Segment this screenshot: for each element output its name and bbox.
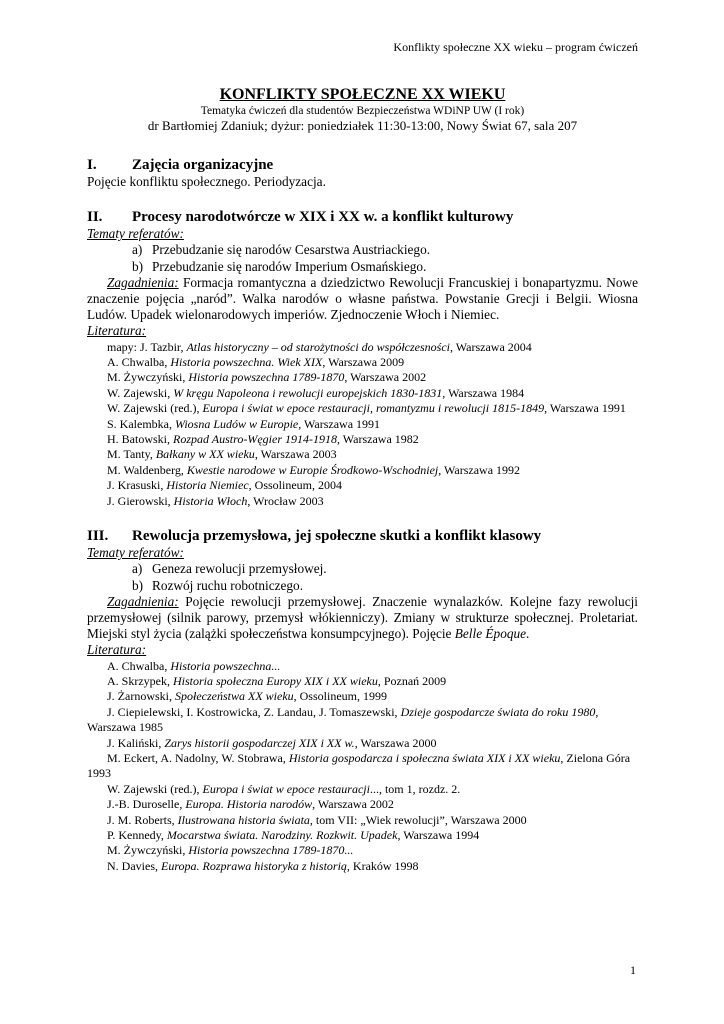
literature-text: N. Davies, <box>107 858 161 873</box>
document-title: KONFLIKTY SPOŁECZNE XX WIEKU <box>219 86 506 103</box>
literature-text: S. Kalembka, <box>107 416 175 431</box>
literature-title: Historia powszechna... <box>170 658 281 673</box>
literature-text: M. Żywczyński, <box>107 370 189 385</box>
section-text: Pojęcie konfliktu społecznego. Periodyzacja. <box>87 174 326 189</box>
literature-entry <box>87 797 638 812</box>
literature-text: M. Żywczyński, <box>107 843 189 858</box>
literature-text: J. Krasuski, <box>107 478 167 493</box>
literature-text: , Warszawa 2000 <box>354 735 437 750</box>
topic-item <box>87 259 638 275</box>
literature-text: , Warszawa 1992 <box>438 462 521 477</box>
literature-text: , Kraków 1998 <box>346 858 419 873</box>
issues-italic: Belle Époque <box>454 626 527 642</box>
literature-text: , Warszawa 1991 <box>298 416 381 431</box>
literature-text: A. Skrzypek, <box>107 673 173 688</box>
literature-label: Literatura: <box>87 323 147 339</box>
literature-title: Historia powszechna. Wiek XIX <box>170 355 323 370</box>
literature-text: , Warszawa 1982 <box>337 432 419 447</box>
literature-title: Bałkany w XX wieku <box>155 447 255 462</box>
literature-text: ..., tom 1, rozdz. 2. <box>369 781 461 796</box>
literature-entry <box>87 689 638 704</box>
section-heading-3 <box>87 527 638 545</box>
literature-text: H. Batowski, <box>107 432 173 447</box>
literature-text: W. Zajewski, <box>107 385 174 400</box>
literature-entry <box>87 751 638 782</box>
literature-text: , Wrocław 2003 <box>247 493 324 508</box>
literature-text: mapy: J. Tazbir, <box>107 339 187 354</box>
literature-text: J. Kaliński, <box>107 735 165 750</box>
issues-paragraph <box>87 594 638 643</box>
literature-title: Historia powszechna 1789-1870... <box>188 843 354 858</box>
literature-entry <box>87 417 638 432</box>
topic-mark: a) <box>132 242 143 258</box>
literature-text: , Warszawa 1994 <box>397 827 480 842</box>
literature-entry <box>87 447 638 462</box>
literature-entry <box>87 859 638 874</box>
literature-text: W. Zajewski (red.), <box>107 401 203 416</box>
page-number: 1 <box>630 963 636 977</box>
literature-text: A. Chwalba, <box>107 355 171 370</box>
literature-title: Dzieje gospodarcze świata do roku 1980 <box>400 704 596 719</box>
literature-entry <box>87 782 638 797</box>
literature-text: , Warszawa 1984 <box>442 385 525 400</box>
literature-text: W. Zajewski (red.), <box>107 781 203 796</box>
literature-title: Rozpad Austro-Węgier 1914-1918 <box>173 432 337 447</box>
literature-entry <box>87 478 638 493</box>
literature-text: , Poznań 2009 <box>377 673 447 688</box>
literature-entry <box>87 432 638 447</box>
literature-title: Kwestie narodowe w Europie Środkowo-Wschodniej <box>186 462 439 477</box>
literature-text: J. M. Roberts, <box>107 812 178 827</box>
topic-mark: b) <box>132 258 144 274</box>
literature-text: , Warszawa 2002 <box>312 797 394 812</box>
literature-entry <box>87 843 638 858</box>
section-heading-2 <box>87 208 638 226</box>
literature-entry <box>87 386 638 401</box>
topics-list <box>87 242 638 274</box>
literature-entry <box>87 674 638 689</box>
literature-title: Historia Włoch <box>173 493 248 508</box>
literature-entry <box>87 736 638 751</box>
document-content <box>87 86 638 874</box>
literature-text: J. Gierowski, <box>107 493 174 508</box>
section-title: Zajęcia organizacyjne <box>132 157 274 173</box>
literature-text: , Ossolineum, 2004 <box>248 478 343 493</box>
literature-entry <box>87 494 638 509</box>
issues-label: Zagadnienia: <box>107 593 179 609</box>
literature-title: Społeczeństwa XX wieku <box>175 689 294 704</box>
topic-mark: b) <box>132 577 144 593</box>
topic-text: Geneza rewolucji przemysłowej. <box>152 561 327 577</box>
section-number: I. <box>87 157 97 173</box>
topics-label: Tematy referatów: <box>87 545 184 561</box>
literature-text: J.-B. Duroselle, <box>107 797 186 812</box>
issues-end: . <box>526 626 530 642</box>
literature-text: , Warszawa 2004 <box>450 339 532 354</box>
topic-item <box>87 578 638 594</box>
topic-mark: a) <box>132 561 143 577</box>
literature-title: Atlas historyczny – od starożytności do współczesności <box>186 339 450 354</box>
literature-list <box>87 340 638 509</box>
instructor-info: dr Bartłomiej Zdaniuk; dyżur: poniedziałek 11:30-13:00, Nowy Świat 67, sala 207 <box>147 118 578 133</box>
literature-text: A. Chwalba, <box>107 658 171 673</box>
topic-item <box>87 242 638 258</box>
literature-text: M. Eckert, A. Nadolny, W. Stobrawa, <box>107 750 289 765</box>
literature-text: , Ossolineum, 1999 <box>293 689 387 704</box>
literature-title: Europa. Rozprawa historyka z historią <box>161 858 347 873</box>
literature-entry <box>87 355 638 370</box>
literature-text: M. Tanty, <box>107 447 156 462</box>
issues-text: Pojęcie rewolucji przemysłowej. Znaczenie wynalazków. Kolejne fazy rewolucji przemysłowej (silnik parowy, przemysł włókienniczy). Zmiany w strukturze społecznej. Proletariat. Miejski styl życia (zalążki społeczeństwa konsumpcyjnego). Pojęcie <box>87 593 638 642</box>
section-number: III. <box>87 528 109 545</box>
literature-title: Zarys historii gospodarczej XIX i XX w. <box>164 735 355 750</box>
topics-label: Tematy referatów: <box>87 226 184 242</box>
literature-title: W kręgu Napoleona i rewolucji europejskich 1830-1831 <box>173 385 443 400</box>
literature-text: , Warszawa 2009 <box>322 355 405 370</box>
literature-title: Europa i świat w epoce restauracji <box>202 781 370 796</box>
literature-title: Europa i świat w epoce restauracji, romantyzmu i rewolucji 1815-1849 <box>202 401 545 416</box>
literature-entry <box>87 813 638 828</box>
literature-title: Historia gospodarcza i społeczna świata XIX i XX wieku <box>288 750 561 765</box>
literature-label: Literatura: <box>87 642 147 658</box>
literature-entry <box>87 828 638 843</box>
topic-text: Rozwój ruchu robotniczego. <box>152 577 304 593</box>
section-number: II. <box>87 209 103 226</box>
literature-text: M. Waldenberg, <box>107 462 187 477</box>
topics-list <box>87 561 638 593</box>
topic-text: Przebudzanie się narodów Imperium Osmańskiego. <box>152 258 427 274</box>
literature-entry <box>87 463 638 478</box>
literature-text: , Warszawa 2003 <box>254 447 337 462</box>
section-title: Procesy narodotwórcze w XIX i XX w. a konflikt kulturowy <box>132 209 514 226</box>
literature-text: , Warszawa 1991 <box>544 401 626 416</box>
running-header: Konflikty społeczne XX wieku – program ćwiczeń <box>393 40 638 54</box>
literature-entry <box>87 659 638 674</box>
literature-title: Europa. Historia narodów <box>185 797 313 812</box>
literature-title: Historia społeczna Europy XIX i XX wieku <box>173 673 378 688</box>
literature-text: P. Kennedy, <box>107 827 167 842</box>
literature-entry <box>87 370 638 385</box>
literature-text: J. Żarnowski, <box>107 689 175 704</box>
literature-title: Wiosna Ludów w Europie <box>175 416 299 431</box>
literature-title: Ilustrowana historia świata <box>177 812 310 827</box>
literature-text: , Warszawa 2002 <box>344 370 427 385</box>
section-title: Rewolucja przemysłowa, jej społeczne skutki a konflikt klasowy <box>132 528 542 545</box>
literature-title: Historia Niemiec <box>166 478 249 493</box>
literature-list <box>87 659 638 875</box>
literature-text: , Warszawa 1985 <box>87 704 599 735</box>
literature-text: , tom VII: „Wiek rewolucji”, Warszawa 2000 <box>309 812 527 827</box>
literature-entry <box>87 401 638 416</box>
literature-title: Historia powszechna 1789-1870 <box>188 370 345 385</box>
issues-label: Zagadnienia: <box>107 274 179 290</box>
literature-title: Mocarstwa świata. Narodziny. Rozkwit. Upadek <box>166 827 398 842</box>
section-heading-1 <box>87 156 638 174</box>
issues-paragraph <box>87 275 638 324</box>
topic-text: Przebudzanie się narodów Cesarstwa Austriackiego. <box>152 242 431 258</box>
document-subtitle: Tematyka ćwiczeń dla studentów Bezpieczeństwa WDiNP UW (I rok) <box>200 105 525 117</box>
issues-text: Formacja romantyczna a dziedzictwo Rewolucji Francuskiej i bonapartyzmu. Nowe znaczenie pojęcia „naród”. Walka narodów o własne państwa. Powstanie Grecji i Belgii. Wiosna Ludów. Upadek wielonarodowych imperiów. Zjednoczenie Włoch i Niemiec. <box>87 274 638 323</box>
literature-text: J. Ciepielewski, I. Kostrowicka, Z. Landau, J. Tomaszewski, <box>107 704 401 719</box>
literature-entry <box>87 705 638 736</box>
literature-text: , Zielona Góra 1993 <box>87 750 631 781</box>
literature-entry <box>87 340 638 355</box>
topic-item <box>87 561 638 577</box>
